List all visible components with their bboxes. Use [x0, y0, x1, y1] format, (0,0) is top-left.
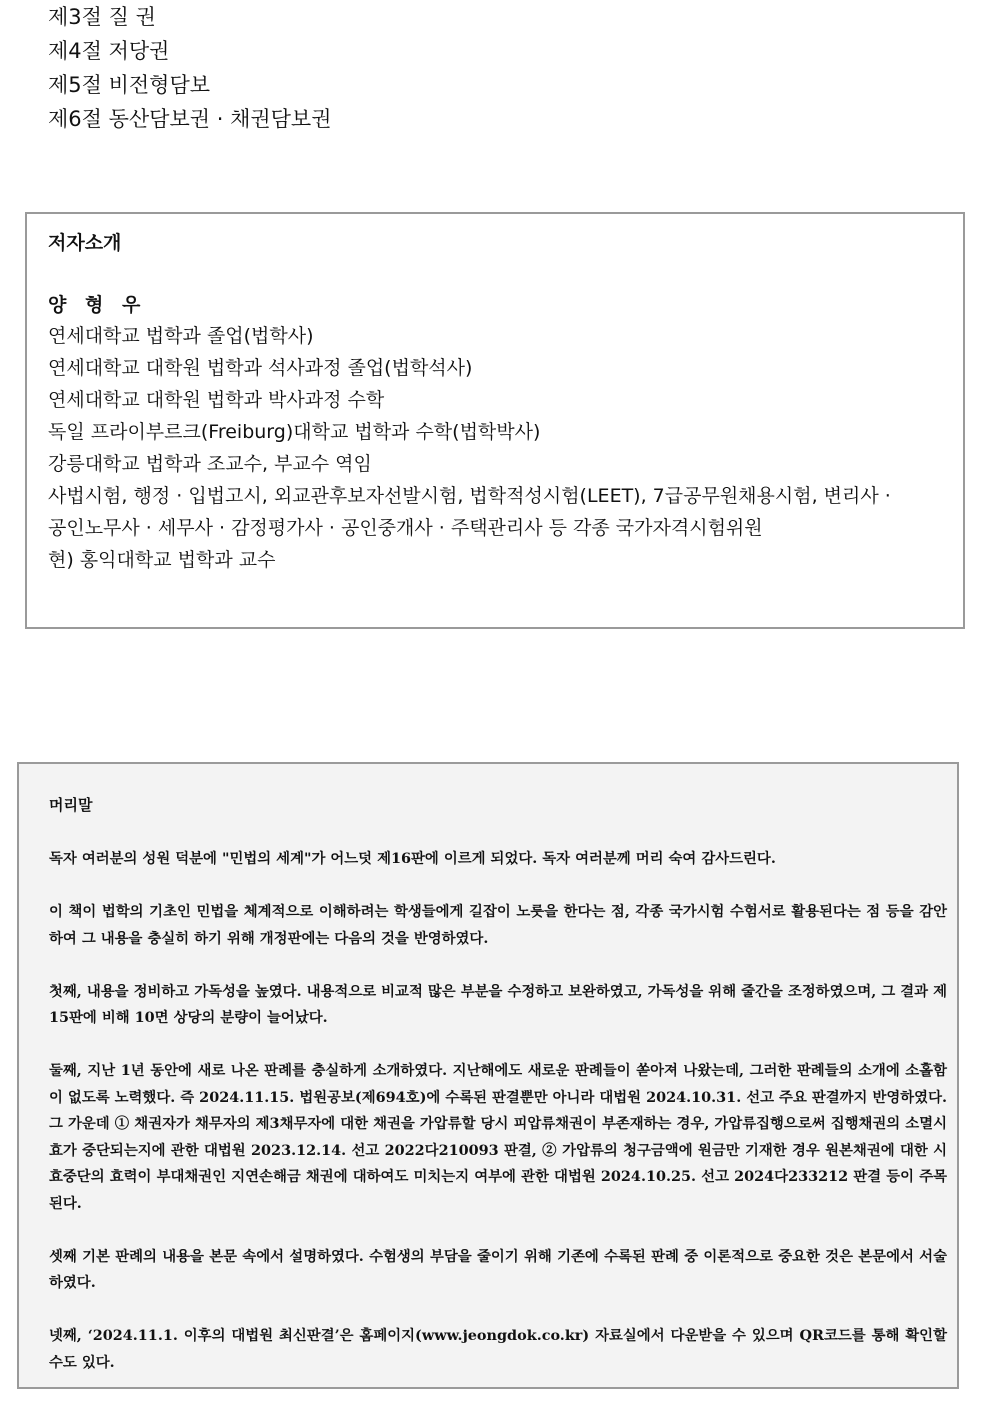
preface-paragraph: 이 책이 법학의 기초인 민법을 체계적으로 이해하려는 학생들에게 길잡이 노릇을 한다는 점, 각종 국가시험 수험서로 활용된다는 점 등을 감안하여 그 내용을 충실히 하기 위해 개정판에는 다음의 것을 반영하였다. — [49, 903, 947, 947]
preface-paragraph: 셋째 기본 판례의 내용을 본문 속에서 설명하였다. 수험생의 부담을 줄이기 위해 기존에 수록된 판례 중 이론적으로 중요한 것은 본문에서 서술하였다. — [49, 1247, 947, 1291]
preface-heading: 머리말 — [49, 796, 93, 814]
author-name: 양 형 우 — [48, 294, 147, 316]
toc-item-section-4: 제4절 저당권 — [48, 39, 170, 63]
author-career-line: 연세대학교 대학원 법학과 박사과정 수학 — [48, 389, 385, 411]
preface-paragraph: 독자 여러분의 성원 덕분에 "민법의 세계"가 어느덧 제16판에 이르게 되었다. 독자 여러분께 머리 숙여 감사드린다. — [49, 850, 776, 867]
preface-body — [49, 846, 947, 1403]
author-career-line: 사법시험, 행정 · 입법고시, 외교관후보자선발시험, 법학적성시험(LEET), 7급공무원채용시험, 변리사 · — [48, 485, 891, 507]
author-heading: 저자소개 — [48, 232, 122, 254]
author-career-line: 연세대학교 대학원 법학과 석사과정 졸업(법학석사) — [48, 357, 473, 379]
preface-box — [17, 762, 959, 1389]
author-career-line: 공인노무사 · 세무사 · 감정평가사 · 공인중개사 · 주택관리사 등 각종 국가자격시험위원 — [48, 517, 763, 539]
toc-item-section-6: 제6절 동산담보권 · 채권담보권 — [48, 107, 332, 131]
author-career-line: 독일 프라이부르크(Freiburg)대학교 법학과 수학(법학박사) — [48, 421, 541, 443]
toc-item-section-5: 제5절 비전형담보 — [48, 73, 211, 97]
preface-paragraph: 넷째, ‘2024.11.1. 이후의 대법원 최신판결’은 홈페이지(www.jeongdok.co.kr) 자료실에서 다운받을 수 있으며 QR코드를 통해 확인할 수도 있다. — [49, 1327, 947, 1371]
author-introduction-box — [25, 212, 965, 629]
author-career-list — [48, 320, 948, 576]
toc-item-section-3: 제3절 질 권 — [48, 5, 156, 29]
preface-paragraph: 둘째, 지난 1년 동안에 새로 나온 판례를 충실하게 소개하였다. 지난해에도 새로운 판례들이 쏟아져 나왔는데, 그러한 판례들의 소개에 소홀함이 없도록 노력했다. 즉 2024.11.15. 법원공보(제694호)에 수록된 판결뿐만 아니라 대법원 2024.10.31. 선고 주요 판결까지 반영하였다. 그 가운데 ① 채권자가 채무자의 제3채무자에 대한 채권을 가압류할 당시 피압류채권이 부존재하는 경우, 가압류집행으로써 집행채권의 소멸시효가 중단되는지에 관한 대법원 2023.12.14. 선고 2022다210093 판결, ② 가압류의 청구금액에 원금만 기재한 경우 원본채권에 대한 시효중단의 효력이 부대채권인 지연손해금 채권에 대하여도 미치는지 여부에 관한 대법원 2024.10.25. 선고 2024다233212 판결 등이 주목된다. — [49, 1062, 947, 1212]
author-career-line: 강릉대학교 법학과 조교수, 부교수 역임 — [48, 453, 372, 475]
preface-paragraph: 첫째, 내용을 정비하고 가독성을 높였다. 내용적으로 비교적 많은 부분을 수정하고 보완하였고, 가독성을 위해 줄간을 조정하였으며, 그 결과 제15판에 비해 10면 상당의 분량이 늘어났다. — [49, 982, 947, 1026]
author-career-line: 현) 홍익대학교 법학과 교수 — [48, 549, 276, 571]
table-of-contents — [48, 0, 332, 136]
author-career-line: 연세대학교 법학과 졸업(법학사) — [48, 325, 314, 347]
